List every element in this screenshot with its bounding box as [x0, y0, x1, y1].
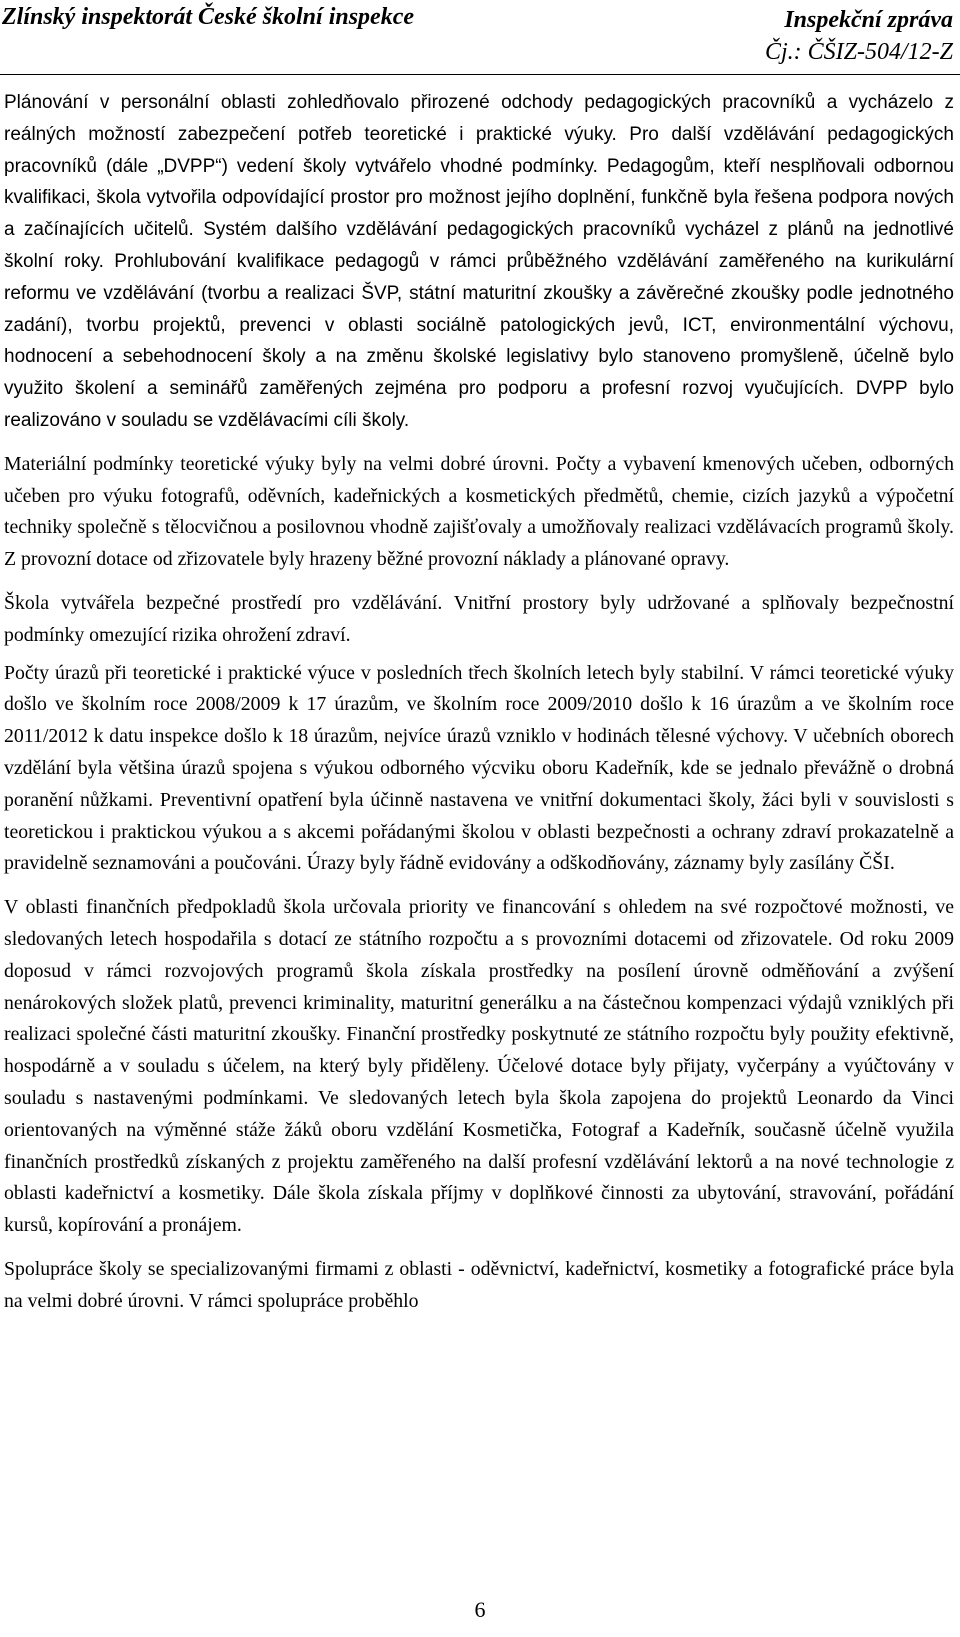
header-right-block [765, 4, 953, 68]
paragraph-personnel-planning: Plánování v personální oblasti zohledňovalo přirozené odchody pedagogických pracovníků a vycházelo z reálných možností zabezpečení potřeb teoretické i praktické výuky. Pro další vzdělávání pedagogických pracovníků (dále „DVPP“) vedení školy vytvářelo vhodné podmínky. Pedagogům, kteří nesplňovali odbornou kvalifikaci, škola vytvořila odpovídající prostor pro možnost jejího doplnění, funkčně byla řešena podpora nových a začínajících učitelů. Systém dalšího vzdělávání pedagogických pracovníků vycházel z plánů na jednotlivé školní roky. Prohlubování kvalifikace pedagogů v rámci průběžného vzdělávání zaměřeného na kurikulární reformu ve vzdělávání (tvorbu a realizaci ŠVP, státní maturitní zkoušky a závěrečné zkoušky podle jednotného zadání), tvorbu projektů, prevenci v oblasti sociálně patologických jevů, ICT, environmentální výchovu, hodnocení a sebehodnocení školy a na změnu školské legislativy bylo stanoveno promyšleně, účelně bylo využito školení a seminářů zaměřených zejména pro podporu a profesní rozvoj vyučujících. DVPP bylo realizováno v souladu se vzdělávacími cíli školy. [4, 92, 954, 431]
page-number: 6 [474, 1597, 486, 1622]
header-divider [0, 74, 960, 75]
paragraph-finances: V oblasti finančních předpokladů škola určovala priority ve financování s ohledem na své rozpočtové možnosti, ve sledovaných letech hospodařila s dotací ze státního rozpočtu a s provozními dotacemi od zřizovatele. Od roku 2009 doposud v rámci rozvojových programů škola získala prostředky na posílení úrovně odměňování a zvýšení nenárokových složek platů, prevenci kriminality, maturitní generálku a na částečnou kompenzaci výdajů vzniklých při realizaci společné části maturitní zkoušky. Finanční prostředky poskytnuté ze státního rozpočtu byly použity efektivně, hospodárně a v souladu s účelem, na který byly přiděleny. Účelové dotace byly přijaty, vyčerpány a vyúčtovány v souladu s nastavenými podmínkami. Ve sledovaných letech byla škola zapojena do projektů Leonardo da Vinci orientovaných na výměnné stáže žáků oboru vzdělání Kosmetička, Fotograf a Kadeřník, současně účelně využila finančních prostředků získaných z projektu zaměřeného na další profesní vzdělávání lektorů a na nové technologie z oblasti kadeřnictví a kosmetiky. Dále škola získala příjmy v doplňkové činnosti za ubytování, stravování, pořádání kursů, kopírování a pronájem. [4, 896, 954, 1237]
inspectorate-name: Zlínský inspektorát České školní inspekce [2, 4, 415, 30]
paragraph-safe-environment: Škola vytvářela bezpečné prostředí pro vzdělávání. Vnitřní prostory byly udržované a splňovaly bezpečnostní podmínky omezující rizika ohrožení zdraví. [4, 591, 954, 646]
paragraph-injuries: Počty úrazů při teoretické i praktické výuce v posledních třech školních letech byly stabilní. V rámci teoretické výuky došlo ve školním roce 2008/2009 k 17 úrazům, ve školním roce 2009/2010 došlo k 16 úrazům a ve školním roce 2011/2012 k datu inspekce došlo k 18 úrazům, nejvíce úrazů vzniklo v hodinách tělesné výchovy. V učebních oborech vzdělání byla většina úrazů spojena s výukou odborného výcviku oboru Kadeřník, kde se jednalo převážně o drobná poranění nůžkami. Preventivní opatření byla účinně nastavena ve vnitřní dokumentaci školy, žáci byli v souvislosti s teoretickou i praktickou výukou a s akcemi pořádanými školou v oblasti bezpečnosti a ochrany zdraví prokazatelně a pravidelně seznamováni a poučováni. Úrazy byly řádně evidovány a odškodňovány, záznamy byly zasílány ČŠI. [4, 661, 954, 875]
reference-number: Čj.: ČŠIZ-504/12-Z [764, 39, 953, 65]
document-body [4, 87, 954, 1317]
document-type: Inspekční zpráva [784, 7, 953, 33]
paragraph-material-conditions: Materiální podmínky teoretické výuky byly na velmi dobré úrovni. Počty a vybavení kmenových učeben, odborných učeben pro výuku fotografů, oděvních, kadeřnických a kosmetických předmětů, chemie, cizích jazyků a výpočetní techniky společně s tělocvičnou a posilovnou vhodně zajišťovaly a umožňovaly realizaci vzdělávacích programů školy. Z provozní dotace od zřizovatele byly hrazeny běžné provozní náklady a plánované opravy. [4, 452, 954, 571]
paragraph-cooperation: Spolupráce školy se specializovanými firmami z oblasti - oděvnictví, kadeřnictví, kosmetiky a fotografické práce byla na velmi dobré úrovni. V rámci spolupráce proběhlo [4, 1257, 954, 1312]
page-header [0, 0, 960, 80]
